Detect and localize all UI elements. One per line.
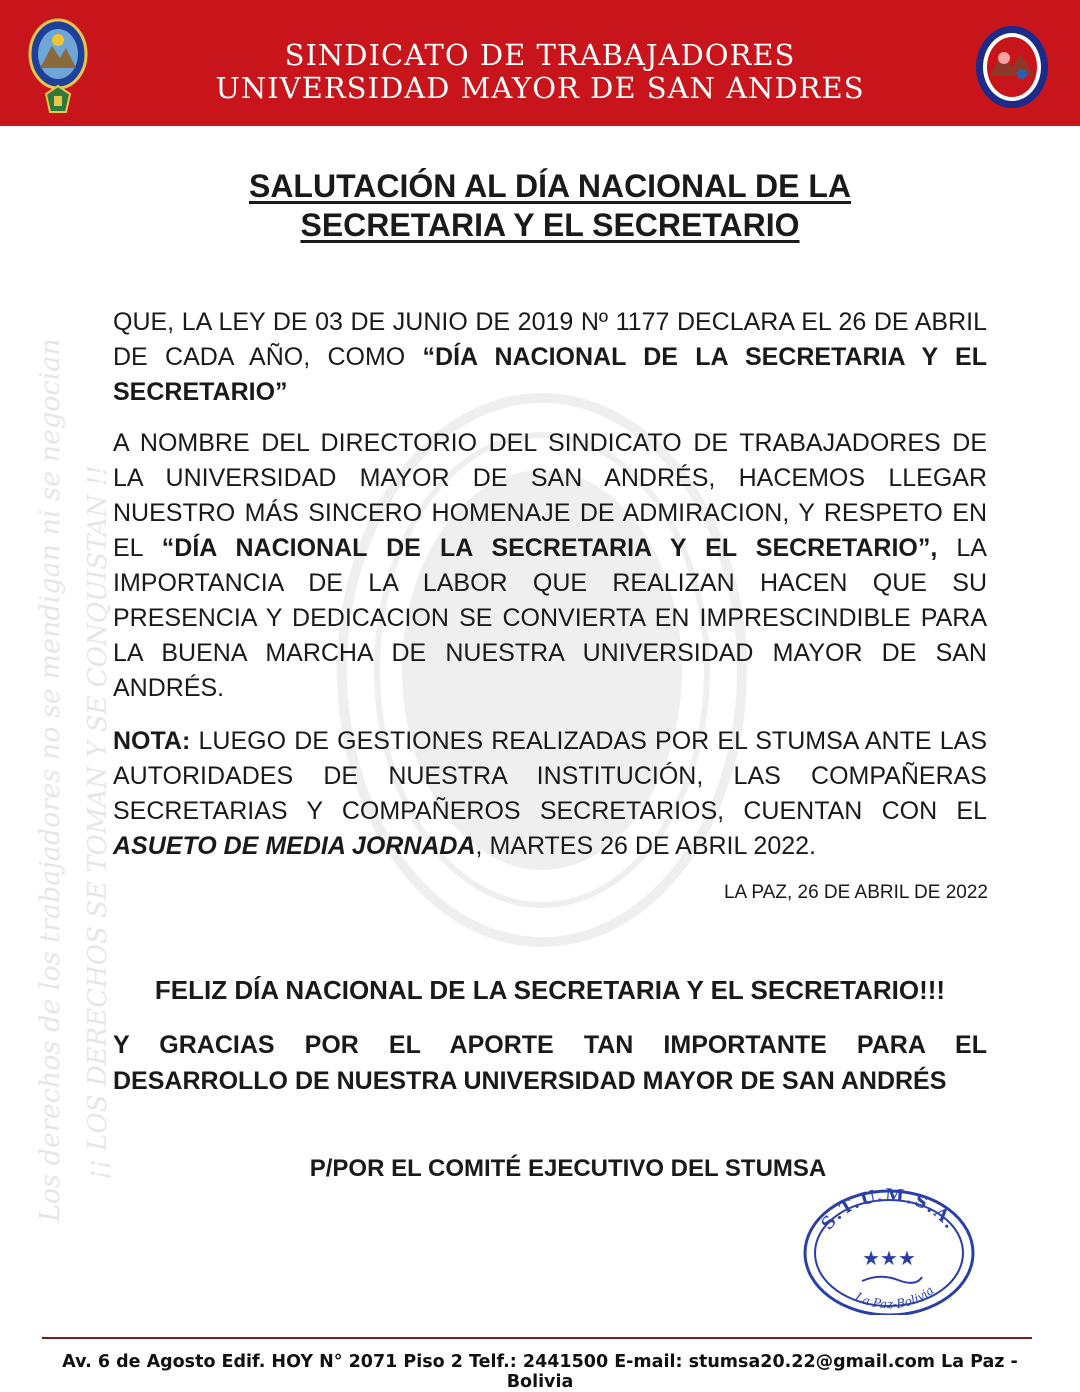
document-date: LA PAZ, 26 DE ABRIL DE 2022 [723, 882, 988, 903]
vertical-motto: Los derechos de los trabajadores no se mendigan ni se negocian [35, 338, 66, 1222]
bolivia-coat-of-arms-icon [26, 16, 90, 116]
header-title-line2: UNIVERSIDAD MAYOR DE SAN ANDRES [215, 71, 865, 105]
gratitude-text [113, 1027, 987, 1099]
stamp-stars: ★★★ [862, 1246, 916, 1270]
stamp-bottom-text: La Paz-Bolivia [852, 1283, 937, 1312]
vertical-slogan: ¡¡ LOS DERECHOS SE TOMAN Y SE CONQUISTAN !! [83, 465, 113, 1180]
greeting-heading: FELIZ DÍA NACIONAL DE LA SECRETARIA Y EL SECRETARIO!!! [154, 975, 946, 1005]
header-title-line1: SINDICATO DE TRABAJADORES [284, 38, 796, 72]
footer-divider [42, 1337, 1032, 1339]
gratitude-line2: DESARROLLO DE NUESTRA UNIVERSIDAD MAYOR DE SAN ANDRÉS [113, 1067, 947, 1095]
paragraph-homage-emphasis: “DÍA NACIONAL DE LA SECRETARIA Y EL SECRETARIO”, [161, 534, 938, 562]
nota-emphasis: ASUETO DE MEDIA JORNADA [113, 832, 476, 860]
gratitude-line1: Y GRACIAS POR EL APORTE TAN IMPORTANTE PARA EL [113, 1031, 987, 1059]
paragraph-law-emphasis: “DÍA NACIONAL DE LA SECRETARIA Y EL SECRETARIO” [113, 343, 987, 406]
stamp-top-text: S.T.U.M.S.A. [817, 1185, 961, 1234]
paragraph-law-text: QUE, LA LEY DE 03 DE JUNIO DE 2019 Nº 1177 DECLARA EL 26 DE ABRIL DE CADA AÑO, COMO [113, 308, 987, 371]
paragraph-homage-text-a: A NOMBRE DEL DIRECTORIO DEL SINDICATO DE TRABAJADORES DE LA UNIVERSIDAD MAYOR DE SAN ANDRÉS, HACEMOS LLEGAR NUESTRO MÁS SINCERO HOMENAJE DE ADMIRACION, Y RESPETO EN EL [113, 429, 987, 562]
letterhead-banner [0, 0, 1080, 126]
footer-address: Av. 6 de Agosto Edif. HOY N° 2071 Piso 2 Telf.: 2441500 E-mail: stumsa20.22@gmail.com La Paz - Bolivia [62, 1352, 1018, 1392]
paragraph-homage [113, 426, 987, 706]
document-title-line2: SECRETARIA Y EL SECRETARIO [300, 207, 800, 243]
nota-text-a: LUEGO DE GESTIONES REALIZADAS POR EL STUMSA ANTE LAS AUTORIDADES DE NUESTRA INSTITUCIÓN, LAS COMPAÑERAS SECRETARIAS Y COMPAÑEROS SECRETARIOS, CUENTAN CON EL [113, 727, 987, 825]
stumsa-seal-icon [974, 24, 1050, 110]
paragraph-law [113, 305, 987, 410]
paragraph-homage-text-b: LA IMPORTANCIA DE LA LABOR QUE REALIZAN HACEN QUE SU PRESENCIA Y DEDICACION SE CONVIERTA EN IMPRESCINDIBLE PARA LA BUENA MARCHA DE NUESTRA UNIVERSIDAD MAYOR DE SAN ANDRÉS. [113, 534, 987, 702]
nota-text-b: , MARTES 26 DE ABRIL 2022. [475, 832, 816, 860]
document-title-line1: SALUTACIÓN AL DÍA NACIONAL DE LA [248, 168, 852, 204]
nota-label: NOTA: [113, 727, 191, 755]
svg-text:S.T.U.M.S.A. [818, 1185, 961, 1234]
paragraph-nota [113, 724, 987, 864]
svg-text:La Paz-Bolivia [852, 1283, 937, 1311]
stumsa-stamp-icon [800, 1185, 978, 1315]
signature-line: P/POR EL COMITÉ EJECUTIVO DEL STUMSA [309, 1155, 827, 1182]
